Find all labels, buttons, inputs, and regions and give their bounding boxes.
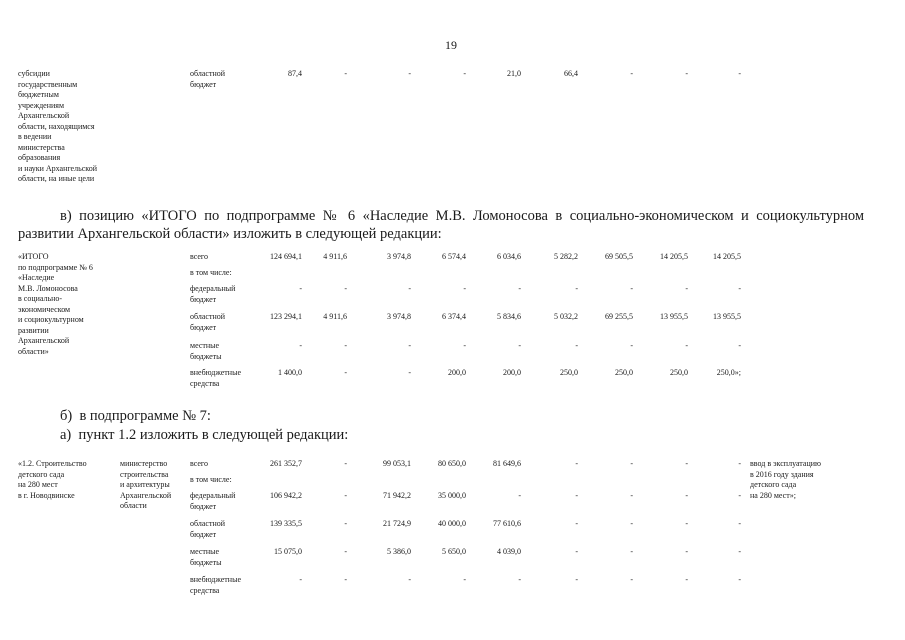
block1-cell-value: - [738, 69, 741, 78]
block3-executor: министерство строительства и архитектуры Архангельской области [120, 459, 172, 510]
block2-cell-value: - [685, 341, 688, 350]
block2-cell-value: - [518, 284, 521, 293]
block3-cell-value: - [738, 459, 741, 468]
block2-cell-value: - [408, 341, 411, 350]
block2-cell-value: - [738, 341, 741, 350]
block3-cell-value: 106 942,2 [270, 491, 302, 500]
block2-cell-value: 250,0 [615, 368, 633, 377]
block3-cell-value: 15 075,0 [274, 547, 302, 556]
block3-cell-value: - [344, 459, 347, 468]
block2-cell-value: 13 955,5 [660, 312, 688, 321]
block2-cell-value: 200,0 [448, 368, 466, 377]
block2-cell-value: 200,0 [503, 368, 521, 377]
block2-cell-value: 69 255,5 [605, 312, 633, 321]
block3-cell-value: 261 352,7 [270, 459, 302, 468]
block3-cell-value: - [685, 575, 688, 584]
page-number: 19 [445, 38, 457, 52]
block3-cell-value: - [575, 519, 578, 528]
block2-cell-value: 1 400,0 [278, 368, 302, 377]
block2-cell-value: 250,0 [670, 368, 688, 377]
block3-cell-value: 21 724,9 [383, 519, 411, 528]
block2-cell-value: - [575, 341, 578, 350]
block1-cell-value: - [630, 69, 633, 78]
block3-cell-value: 77 610,6 [493, 519, 521, 528]
block1-label: субсидии государственным бюджетным учреждениям Архангельской области, находящимся в ведении министерства образования и науки Архангельской области, на иные цели [18, 69, 98, 183]
block2-cell-source: внебюджетные средства [190, 368, 241, 388]
block2-cell-value: 250,0 [560, 368, 578, 377]
para-v-line2: развитии Архангельской области» изложить в следующей редакции: [18, 226, 442, 242]
block3-cell-value: - [575, 547, 578, 556]
block3-cell-value: - [463, 575, 466, 584]
block2-cell-value: 5 282,2 [554, 252, 578, 261]
block3-cell-value: 99 053,1 [383, 459, 411, 468]
block1-cell-source: областной бюджет [190, 69, 226, 89]
block2-cell-value: - [463, 341, 466, 350]
block3-cell-value: - [344, 491, 347, 500]
block3-cell-value: 4 039,0 [497, 547, 521, 556]
block3-cell-value: - [344, 547, 347, 556]
block2-cell-value: 4 911,6 [323, 312, 347, 321]
block2-cell-value: 124 694,1 [270, 252, 302, 261]
block2-cell-value: 123 294,1 [270, 312, 302, 321]
block3-cell-value: - [344, 519, 347, 528]
block1-cell-value: 66,4 [564, 69, 578, 78]
block2-cell-value: 6 374,4 [442, 312, 466, 321]
block3-cell-value: - [685, 519, 688, 528]
para-a: а) пункт 1.2 изложить в следующей редакции: [60, 427, 349, 443]
block2-cell-value: - [575, 284, 578, 293]
block2-cell-value: - [408, 368, 411, 377]
block2-cell-value: - [738, 284, 741, 293]
block3-cell-value: 81 649,6 [493, 459, 521, 468]
block3-cell-value: - [299, 575, 302, 584]
block3-cell-value: 5 650,0 [442, 547, 466, 556]
block3-cell-value: - [630, 459, 633, 468]
block3-cell-value: - [630, 491, 633, 500]
block3-cell-value: - [518, 491, 521, 500]
block3-cell-value: 40 000,0 [438, 519, 466, 528]
block2-cell-source: в том числе: [190, 268, 232, 277]
block3-cell-value: - [738, 519, 741, 528]
block3-result: ввод в эксплуатацию в 2016 году здания детского сада на 280 мест»; [750, 459, 821, 500]
block2-cell-source: всего [190, 252, 209, 261]
block3-cell-value: - [408, 575, 411, 584]
block2-cell-value: 3 974,8 [387, 312, 411, 321]
block2-cell-value: 6 034,6 [497, 252, 521, 261]
block2-cell-value: - [344, 284, 347, 293]
block1-cell-value: 87,4 [288, 69, 302, 78]
block3-cell-source: внебюджетные средства [190, 575, 241, 595]
para-v-line1: в) позицию «ИТОГО по подпрограмме № 6 «Наследие М.В. Ломоносова в социально-экономическом и социокультурном [60, 208, 864, 224]
block2-cell-value: 4 911,6 [323, 252, 347, 261]
block2-cell-value: - [344, 368, 347, 377]
block2-cell-source: местные бюджеты [190, 341, 222, 361]
block2-cell-value: - [463, 284, 466, 293]
block3-cell-value: - [738, 491, 741, 500]
block2-cell-value: 14 205,5 [660, 252, 688, 261]
block2-label: «ИТОГО по подпрограмме № 6 «Наследие М.В. Ломоносова в социально- экономическом и социокультурном развитии Архангельской области» [18, 252, 93, 356]
block2-cell-value: 6 574,4 [442, 252, 466, 261]
block3-cell-value: - [575, 575, 578, 584]
block2-cell-value: - [299, 284, 302, 293]
block2-cell-value: 3 974,8 [387, 252, 411, 261]
block1-cell-value: - [463, 69, 466, 78]
block3-cell-value: - [575, 491, 578, 500]
block3-cell-source: областной бюджет [190, 519, 226, 539]
block2-cell-value: 250,0»; [716, 368, 741, 377]
block3-cell-value: - [738, 547, 741, 556]
block2-cell-value: - [344, 341, 347, 350]
block1-cell-value: - [685, 69, 688, 78]
block3-cell-value: - [630, 547, 633, 556]
block3-cell-value: - [630, 575, 633, 584]
block3-cell-value: - [685, 459, 688, 468]
block3-cell-source: всего [190, 459, 209, 468]
block3-cell-value: - [630, 519, 633, 528]
block3-cell-value: - [518, 575, 521, 584]
block1-cell-value: 21,0 [507, 69, 521, 78]
block2-cell-value: - [685, 284, 688, 293]
block3-cell-value: - [344, 575, 347, 584]
block3-cell-value: 35 000,0 [438, 491, 466, 500]
block2-cell-value: - [518, 341, 521, 350]
block2-cell-source: федеральный бюджет [190, 284, 236, 304]
block2-cell-value: 13 955,5 [713, 312, 741, 321]
block3-cell-value: 80 650,0 [438, 459, 466, 468]
para-b: б) в подпрограмме № 7: [60, 408, 211, 424]
block3-cell-value: 139 335,5 [270, 519, 302, 528]
block2-cell-source: областной бюджет [190, 312, 226, 332]
block2-cell-value: - [630, 284, 633, 293]
block3-label: «1.2. Строительство детского сада на 280 мест в г. Новодвинске [18, 459, 87, 500]
block3-cell-value: - [738, 575, 741, 584]
block2-cell-value: - [408, 284, 411, 293]
block2-cell-value: 5 032,2 [554, 312, 578, 321]
block1-cell-value: - [344, 69, 347, 78]
block3-cell-value: 5 386,0 [387, 547, 411, 556]
block2-cell-value: 5 834,6 [497, 312, 521, 321]
block3-cell-source: федеральный бюджет [190, 491, 236, 511]
block3-cell-source: в том числе: [190, 475, 232, 484]
block2-cell-value: - [630, 341, 633, 350]
block2-cell-value: 14 205,5 [713, 252, 741, 261]
block1-cell-value: - [408, 69, 411, 78]
block2-cell-value: 69 505,5 [605, 252, 633, 261]
block3-cell-value: - [685, 491, 688, 500]
block3-cell-source: местные бюджеты [190, 547, 222, 567]
block3-cell-value: - [575, 459, 578, 468]
block2-cell-value: - [299, 341, 302, 350]
block3-cell-value: - [685, 547, 688, 556]
block3-cell-value: 71 942,2 [383, 491, 411, 500]
